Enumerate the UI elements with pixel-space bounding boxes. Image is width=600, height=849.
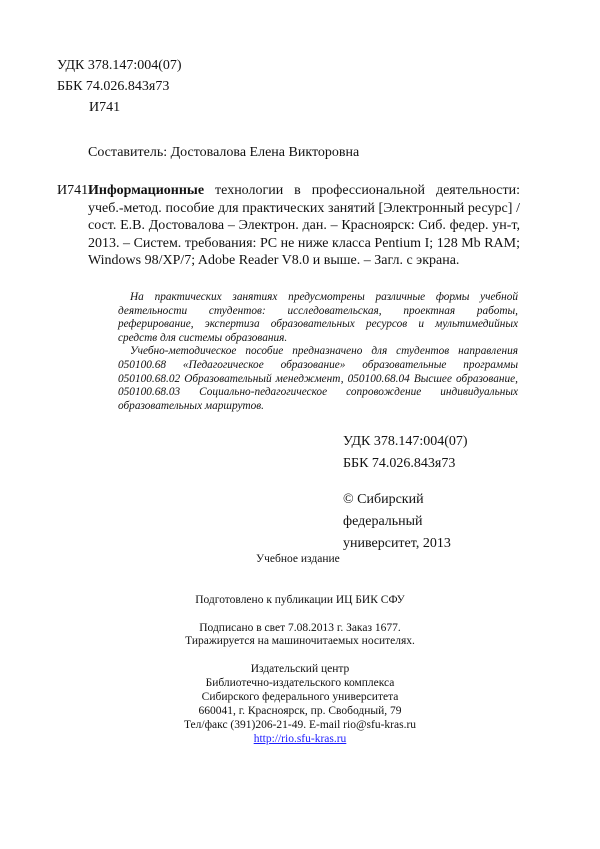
publisher-line-1: Издательский центр (250, 663, 350, 675)
publisher-line-5: Тел/факс (391)206-21-49. E-mail rio@sfu-kras.ru (183, 719, 417, 731)
publisher-line-4: 660041, г. Красноярск, пр. Свободный, 79 (198, 705, 402, 717)
udk-right: УДК 378.147:004(07) (343, 434, 468, 449)
annotation-paragraph-2: Учебно-методическое пособие предназначено для студентов направления 050100.68 «Педагогическое образование» образовательные программы 050100.68.02 Образовательный менеджмент, 050100.68.04 Высшее образование, 050100.68.03 Социально-педагогическое сопровождение индивидуальных образовательных маршрутов. (118, 345, 518, 412)
prepared-line: Подготовлено к публикации ИЦ БИК СФУ (195, 594, 405, 606)
publisher-block (0, 662, 600, 746)
copyright-line-1: © Сибирский (343, 492, 424, 507)
bbk-right: ББК 74.026.843я73 (343, 456, 456, 471)
compiler-line: Составитель: Достовалова Елена Викторовна (88, 145, 360, 160)
author-code-header: И741 (89, 100, 121, 115)
biblio-code: И741 (57, 183, 89, 198)
publisher-website-link[interactable]: http://rio.sfu-kras.ru (253, 733, 347, 745)
copyright-line-3: университет, 2013 (343, 536, 451, 551)
bbk-header: ББК 74.026.843я73 (57, 79, 170, 94)
bibliographic-description (88, 182, 520, 270)
biblio-text: технологии в профессиональной деятельности: учеб.-метод. пособие для практических занятий [Электронный ресурс] / сост. Е.В. Достовалова – Электрон. дан. – Красноярск: Сиб. федер. ун-т, 2013. – Систем. требования: PC не ниже класса Pentium I; 128 Mb RAM; Windows 98/XP/7; Adobe Reader V8.0 и выше. – Загл. с экрана. (88, 183, 520, 268)
biblio-title-bold: Информационные (88, 183, 205, 198)
annotation-paragraph-1: На практических занятиях предусмотрены различные формы учебной деятельности студентов: исследовательская, проектная работы, реферирование, экспертиза образовательных ресурсов и мультимедийных средств для системы образования. (118, 291, 518, 344)
copyright-line-2: федеральный (343, 514, 423, 529)
signed-line: Подписано в свет 7.08.2013 г. Заказ 1677. (199, 622, 401, 634)
edition-type: Учебное издание (256, 553, 340, 565)
publisher-line-3: Сибирского федерального университета (201, 691, 399, 703)
udk-header: УДК 378.147:004(07) (57, 58, 182, 73)
publisher-line-2: Библиотечно-издательского комплекса (205, 677, 395, 689)
copies-line: Тиражируется на машиночитаемых носителях. (185, 635, 415, 647)
annotation (118, 291, 518, 413)
